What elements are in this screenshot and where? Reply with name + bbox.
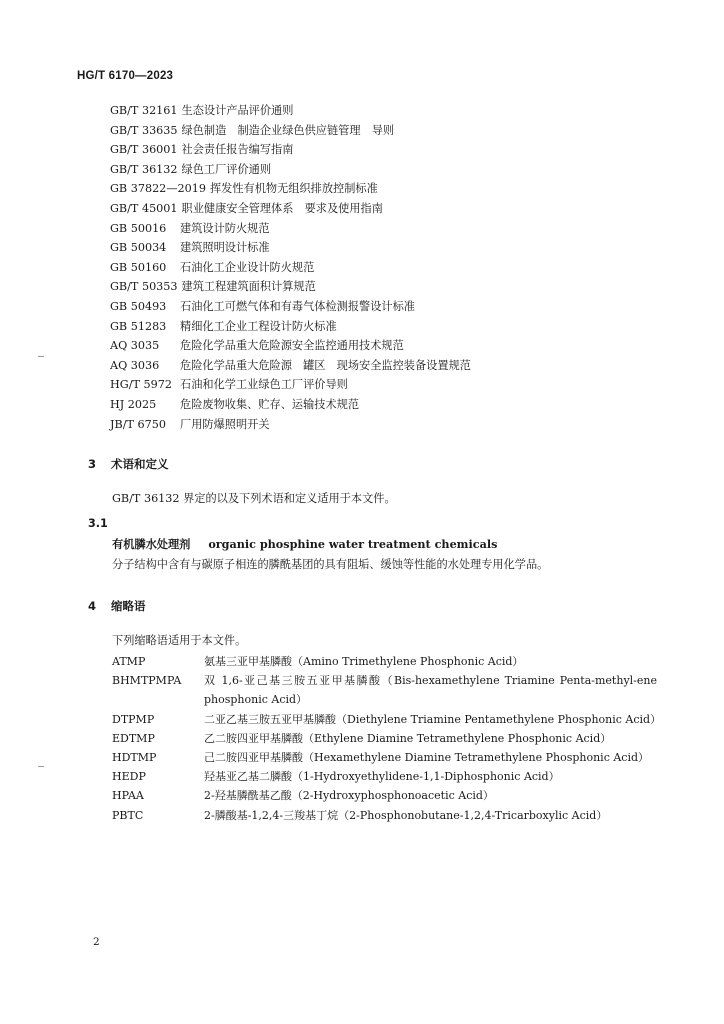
reference-item bbox=[110, 238, 471, 258]
reference-item bbox=[110, 199, 471, 219]
abbreviation-definition: 羟基亚乙基二膦酸（1-Hydroxyethylidene-1,1-Diphosphonic Acid） bbox=[204, 770, 560, 784]
abbreviation: HEDP bbox=[112, 770, 146, 784]
reference-title: 石油和化学工业绿色工厂评价导则 bbox=[180, 378, 348, 392]
reference-item bbox=[110, 160, 471, 180]
reference-title: 精细化工企业工程设计防火标准 bbox=[180, 319, 337, 333]
abbreviation-definition: 2-羟基膦酰基乙酸（2-Hydroxyphosphonoacetic Acid） bbox=[204, 789, 494, 803]
reference-title: 危险化学品重大危险源安全监控通用技术规范 bbox=[180, 339, 404, 353]
reference-item bbox=[110, 179, 471, 199]
abbreviation: ATMP bbox=[112, 655, 146, 668]
reference-title: 生态设计产品评价通则 bbox=[181, 104, 294, 117]
reference-item bbox=[110, 297, 471, 317]
reference-title: 危险废物收集、贮存、运输技术规范 bbox=[180, 397, 360, 411]
reference-item bbox=[110, 258, 471, 278]
section-number: 3 bbox=[88, 457, 97, 471]
abbreviation-definition: 双 1,6-亚己基三胺五亚甲基膦酸（Bis-hexamethylene Triamine Penta-methyl-ene phosphonic Acid） bbox=[204, 674, 657, 707]
scan-mark bbox=[38, 766, 44, 767]
section-3-heading bbox=[88, 456, 169, 472]
reference-item bbox=[110, 317, 471, 337]
abbreviation-item bbox=[112, 748, 657, 767]
abbreviation-definition: 氨基三亚甲基膦酸（Amino Trimethylene Phosphonic Acid） bbox=[204, 655, 524, 668]
term-number: 3.1 bbox=[88, 517, 108, 530]
reference-title: 建筑工程建筑面积计算规范 bbox=[181, 280, 316, 294]
document-header: HG/T 6170—2023 bbox=[77, 70, 174, 82]
reference-title: 职业健康安全管理体系 要求及使用指南 bbox=[181, 201, 383, 215]
reference-code: AQ 3035 bbox=[110, 339, 160, 353]
reference-code: GB/T 36001 bbox=[110, 143, 178, 157]
page-number: 2 bbox=[93, 936, 100, 948]
term-name bbox=[112, 536, 497, 552]
reference-code: GB/T 45001 bbox=[110, 201, 178, 215]
reference-code: GB/T 33635 bbox=[110, 123, 178, 137]
reference-item bbox=[110, 277, 471, 297]
reference-item bbox=[110, 415, 471, 435]
reference-title: 挥发性有机物无组织排放控制标准 bbox=[209, 182, 378, 196]
abbreviation-item bbox=[112, 767, 657, 786]
abbreviation-definition: 二亚乙基三胺五亚甲基膦酸（Diethylene Triamine Pentamethylene Phosphonic Acid） bbox=[204, 712, 662, 726]
reference-item bbox=[110, 356, 471, 376]
reference-item bbox=[110, 101, 471, 121]
abbreviation-definition: 乙二胺四亚甲基膦酸（Ethylene Diamine Tetramethylene Phosphonic Acid） bbox=[204, 731, 612, 745]
abbreviation-item bbox=[112, 671, 657, 709]
abbreviation-item bbox=[112, 652, 657, 671]
reference-title: 石油化工可燃气体和有毒气体检测报警设计标准 bbox=[180, 299, 415, 313]
normative-references-list bbox=[110, 101, 471, 434]
section-number: 4 bbox=[88, 599, 97, 613]
reference-code: GB 50016 bbox=[110, 221, 167, 235]
abbreviation: PBTC bbox=[112, 808, 144, 822]
reference-title: 绿色制造 制造企业绿色供应链管理 导则 bbox=[181, 123, 395, 137]
reference-title: 危险化学品重大危险源 罐区 现场安全监控装备设置规范 bbox=[180, 358, 471, 372]
abbreviation-definition: 2-膦酸基-1,2,4-三羧基丁烷（2-Phosphonobutane-1,2,4-Tricarboxylic Acid） bbox=[204, 808, 608, 822]
scan-mark bbox=[38, 356, 44, 357]
abbreviation: BHMTPMPA bbox=[112, 674, 182, 688]
abbreviation-item bbox=[112, 806, 657, 825]
reference-item bbox=[110, 375, 471, 395]
abbreviation: HPAA bbox=[112, 789, 144, 803]
abbreviation: EDTMP bbox=[112, 731, 155, 745]
section-4-heading bbox=[88, 598, 146, 614]
abbreviation: DTPMP bbox=[112, 712, 155, 726]
reference-code: GB 50493 bbox=[110, 299, 167, 313]
reference-item bbox=[110, 219, 471, 239]
reference-code: HJ 2025 bbox=[110, 397, 157, 411]
abbreviation: HDTMP bbox=[112, 751, 157, 765]
reference-code: HG/T 5972 bbox=[110, 378, 172, 392]
reference-code: JB/T 6750 bbox=[110, 417, 166, 431]
abbreviation-item bbox=[112, 786, 657, 805]
reference-item bbox=[110, 395, 471, 415]
reference-code: GB 50160 bbox=[110, 260, 167, 274]
reference-title: 建筑设计防火规范 bbox=[180, 221, 270, 235]
abbreviation-item bbox=[112, 710, 662, 729]
reference-code: GB/T 36132 bbox=[110, 162, 178, 176]
section-4-intro: 下列缩略语适用于本文件。 bbox=[112, 634, 247, 647]
term-name-en: organic phosphine water treatment chemicals bbox=[208, 537, 498, 551]
reference-title: 厂用防爆照明开关 bbox=[180, 417, 270, 431]
reference-item bbox=[110, 121, 471, 141]
reference-title: 石油化工企业设计防火规范 bbox=[180, 260, 315, 274]
abbreviations-list bbox=[112, 652, 662, 825]
reference-title: 建筑照明设计标准 bbox=[180, 241, 270, 255]
reference-title: 绿色工厂评价通则 bbox=[181, 162, 272, 176]
reference-code: GB 37822—2019 bbox=[110, 182, 206, 196]
term-definition: 分子结构中含有与碳原子相连的膦酰基团的具有阻垢、缓蚀等性能的水处理专用化学品。 bbox=[112, 558, 549, 571]
reference-code: AQ 3036 bbox=[110, 358, 160, 372]
reference-code: GB 50034 bbox=[110, 241, 167, 255]
reference-code: GB/T 32161 bbox=[110, 104, 178, 117]
reference-code: GB/T 50353 bbox=[110, 280, 178, 294]
reference-item bbox=[110, 336, 471, 356]
reference-item bbox=[110, 140, 471, 160]
reference-code: GB 51283 bbox=[110, 319, 167, 333]
section-title: 术语和定义 bbox=[111, 457, 169, 471]
reference-title: 社会责任报告编写指南 bbox=[181, 143, 294, 157]
section-title: 缩略语 bbox=[111, 599, 146, 613]
abbreviation-item bbox=[112, 729, 657, 748]
section-3-intro: GB/T 36132 界定的以及下列术语和定义适用于本文件。 bbox=[112, 492, 396, 505]
term-name-cn: 有机膦水处理剂 bbox=[112, 537, 191, 551]
abbreviation-definition: 己二胺四亚甲基膦酸（Hexamethylene Diamine Tetramethylene Phosphonic Acid） bbox=[204, 751, 650, 765]
